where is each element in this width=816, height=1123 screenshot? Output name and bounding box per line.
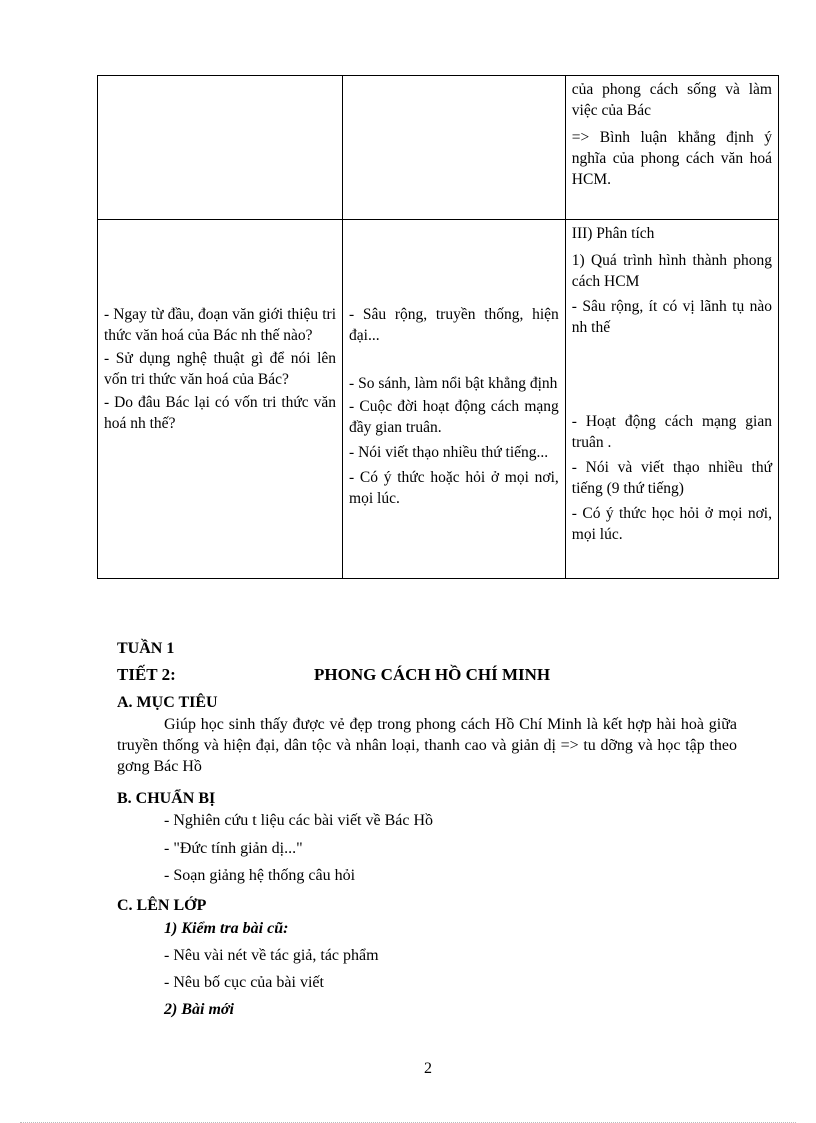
list-item: - Nghiên cứu t liệu các bài viết về Bác Hồ — [164, 812, 434, 829]
cell-text: - Sử dụng nghệ thuật gì để nói lên vốn tri thức văn hoá của Bác? — [104, 350, 337, 388]
list-item: - Nêu bố cục của bài viết — [164, 974, 324, 991]
cell-text: - Sâu rộng, truyền thống, hiện đại... — [349, 306, 559, 344]
cell-text: - Nói và viết thạo nhiều thứ tiếng (9 thứ tiếng) — [571, 459, 772, 497]
page-number: 2 — [424, 1060, 432, 1077]
new-lesson-heading: 2) Bài mới — [164, 1001, 234, 1018]
cell-text: - Hoạt động cách mạng gian truân . — [571, 413, 772, 451]
list-item: - "Đức tính giản dị..." — [164, 840, 303, 857]
cell-text: - Có ý thức học hỏi ở mọi nơi, mọi lúc. — [571, 505, 772, 543]
section-c-heading: C. LÊN LỚP — [117, 897, 207, 914]
week-label: TUẦN 1 — [117, 640, 175, 657]
table-cell-student — [343, 220, 566, 579]
list-item: - Nêu vài nét về tác giả, tác phẩm — [164, 947, 379, 964]
table-cell-teacher — [98, 220, 343, 579]
cell-text: 1) Quá trình hình thành phong cách HCM — [571, 252, 772, 290]
cell-text: của phong cách sống và làm việc của Bác — [571, 81, 772, 119]
table-row — [98, 220, 779, 579]
cell-text: - Ngay từ đầu, đoạn văn giới thiệu tri thức văn hoá của Bác nh thế nào? — [104, 306, 337, 344]
table-cell-content — [565, 76, 778, 220]
cell-text: - Nói viết thạo nhiều thứ tiếng... — [349, 444, 549, 461]
cell-text: - So sánh, làm nổi bật khẳng định — [349, 375, 558, 392]
cell-text: - Cuộc đời hoạt động cách mạng đầy gian truân. — [349, 398, 559, 436]
list-item: - Soạn giảng hệ thống câu hỏi — [164, 867, 356, 884]
lesson-table — [97, 75, 779, 579]
table-cell-content — [565, 220, 778, 579]
table-cell-teacher — [98, 76, 343, 220]
cell-text: - Có ý thức hoặc hỏi ở mọi nơi, mọi lúc. — [349, 469, 559, 507]
cell-text: - Sâu rộng, ít có vị lãnh tụ nào nh thế — [571, 298, 772, 336]
table-row — [98, 76, 779, 220]
cell-text: III) Phân tích — [571, 225, 655, 242]
old-lesson-check-heading: 1) Kiểm tra bài cũ: — [164, 920, 289, 937]
cell-text: => Bình luận khẳng định ý nghĩa của phong cách văn hoá HCM. — [571, 129, 772, 188]
page-title: PHONG CÁCH HỒ CHÍ MINH — [314, 665, 551, 684]
table-cell-student — [343, 76, 566, 220]
section-a-heading: A. MỤC TIÊU — [117, 694, 218, 711]
cell-text: - Do đâu Bác lại có vốn tri thức văn hoá nh thế? — [104, 394, 337, 432]
lesson-heading — [117, 665, 737, 685]
section-b-heading: B. CHUẨN BỊ — [117, 790, 216, 807]
period-label: TIẾT 2: — [117, 665, 176, 684]
objective-paragraph: Giúp học sinh thấy được vẻ đẹp trong phong cách Hồ Chí Minh là kết hợp hài hoà giữa truyền thống và hiện đại, dân tộc và nhân loại, thanh cao và giản dị => tu dỡng và học tập theo gơng Bác Hồ — [117, 716, 737, 775]
